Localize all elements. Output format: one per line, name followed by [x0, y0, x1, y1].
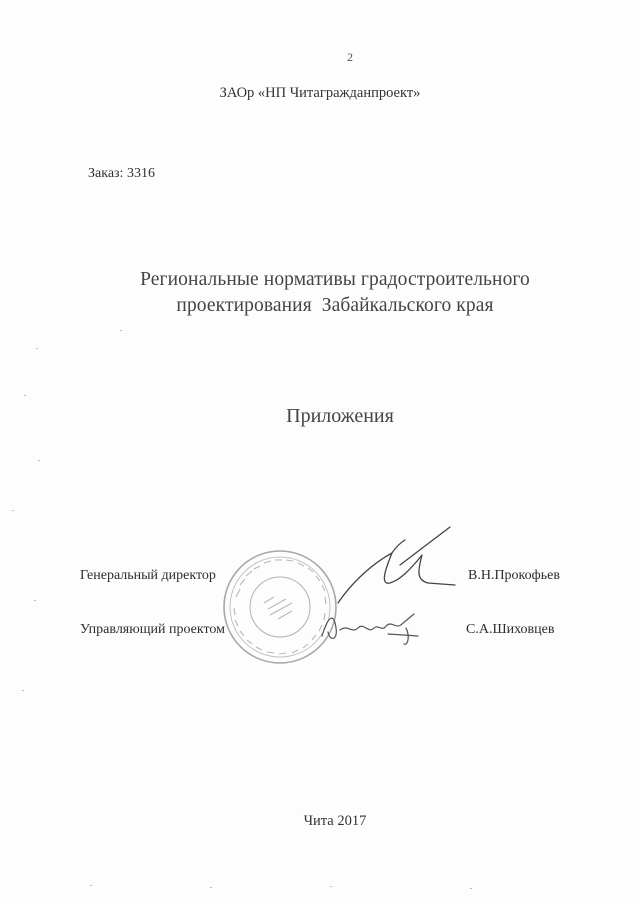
scan-speck — [210, 887, 212, 888]
footer-city-year: Чита 2017 — [303, 813, 367, 829]
scan-speck — [38, 460, 40, 461]
scan-speck — [330, 886, 332, 887]
organization-name: ЗАОр «НП Читагражданпроект» — [219, 85, 421, 101]
scan-speck — [120, 330, 122, 331]
scan-speck — [90, 885, 92, 886]
scan-speck — [24, 395, 26, 396]
page-number: 2 — [347, 50, 353, 64]
order-number: Заказ: 3316 — [88, 166, 155, 181]
scan-speck — [22, 690, 24, 691]
document-title-line-2: проектирования Забайкальского края — [176, 295, 494, 316]
scan-speck — [34, 600, 36, 601]
signature-role-manager: Управляющий проектом — [80, 622, 225, 637]
document-title — [0, 267, 640, 319]
document-title-line-1: Региональные нормативы градостроительного — [140, 269, 530, 290]
scan-speck — [470, 888, 472, 889]
director-signature-icon — [330, 525, 460, 610]
scan-speck — [12, 510, 14, 511]
document-subtitle: Приложения — [286, 405, 394, 427]
signature-name-director: В.Н.Прокофьев — [468, 568, 560, 583]
signature-role-director: Генеральный директор — [80, 568, 216, 583]
scan-speck — [36, 348, 38, 349]
manager-signature-icon — [318, 606, 428, 648]
signature-name-manager: С.А.Шиховцев — [466, 622, 555, 637]
